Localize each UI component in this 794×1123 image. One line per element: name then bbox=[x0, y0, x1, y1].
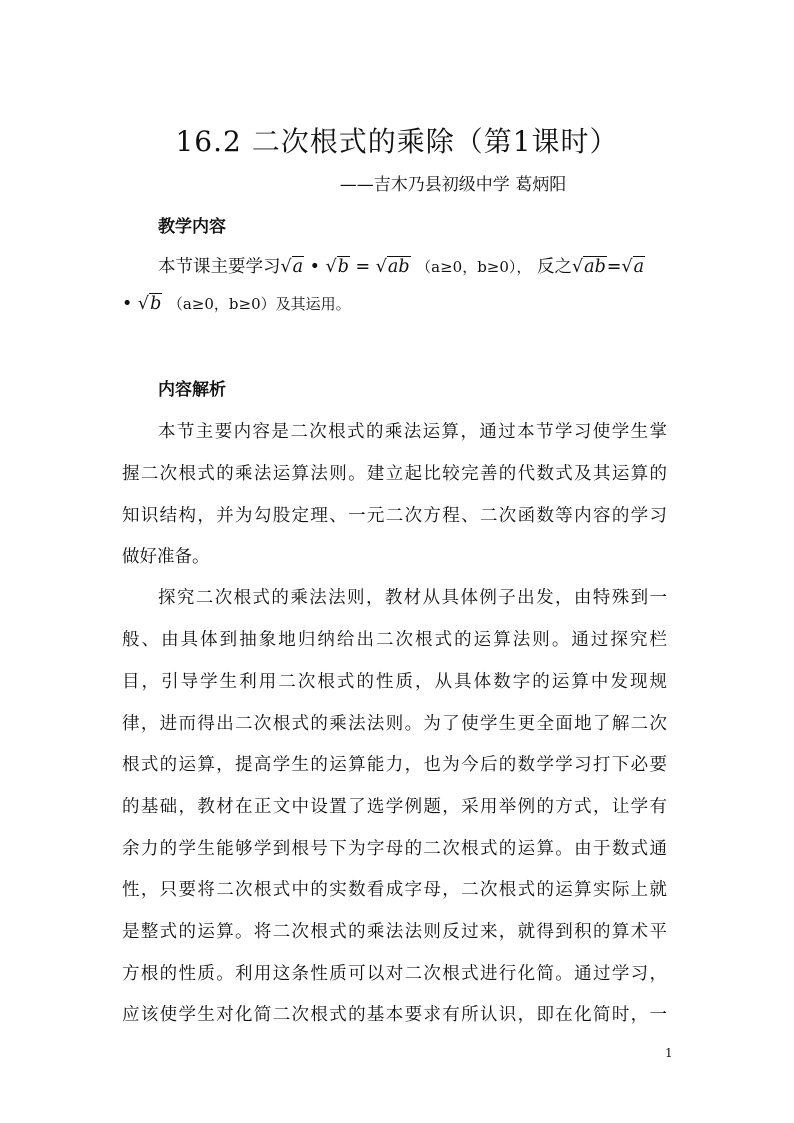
sqrt-b: √b bbox=[325, 257, 349, 277]
section-heading-content: 教学内容 bbox=[158, 217, 226, 237]
dot-operator: • bbox=[309, 257, 320, 277]
paragraph-line: 般、由具体到抽象地归纳给出二次根式的运算法则。通过探究栏 bbox=[122, 630, 667, 650]
paragraph-line: 律，进而得出二次根式的乘法法则。为了使学生更全面地了解二次 bbox=[122, 714, 667, 734]
paragraph-line: 本节主要内容是二次根式的乘法运算，通过本节学习使学生掌 bbox=[158, 422, 667, 442]
equals-sign-2: = bbox=[606, 257, 622, 277]
paragraph-line: 余力的学生能够学到根号下为字母的二次根式的运算。由于数式通 bbox=[122, 839, 667, 859]
formula-line-2 bbox=[122, 293, 667, 314]
author-line bbox=[0, 170, 794, 195]
sqrt-b-2: √b bbox=[137, 294, 162, 314]
paragraph-line: 的基础，教材在正文中设置了选学例题，采用举例的方式，让学有 bbox=[122, 797, 667, 817]
paragraph-line: 性，只要将二次根式中的实数看成字母，二次根式的运算实际上就 bbox=[122, 880, 667, 900]
equals-sign: = bbox=[355, 257, 371, 277]
sqrt-a: √a bbox=[280, 257, 304, 277]
paragraph-line: 探究二次根式的乘法法则，教材从具体例子出发，由特殊到一 bbox=[158, 588, 667, 608]
page-title: 16.2 二次根式的乘除（第1课时） bbox=[175, 125, 619, 158]
paragraph-line: 做好准备。 bbox=[122, 547, 210, 567]
reverse-text: 反之 bbox=[537, 257, 572, 277]
paragraph-line: 握二次根式的乘法运算法则。建立起比较完善的代数式及其运算的 bbox=[122, 464, 667, 484]
author-text: ——吉木乃县初级中学 葛炳阳 bbox=[339, 175, 567, 195]
paragraph-line: 知识结构，并为勾股定理、一元二次方程、二次函数等内容的学习 bbox=[122, 506, 667, 526]
section-heading-analysis: 内容解析 bbox=[158, 380, 226, 400]
sqrt-a-2: √a bbox=[621, 257, 645, 277]
intro-text: 本节课主要学习 bbox=[158, 257, 281, 277]
paragraph-line: 方根的性质。利用这条性质可以对二次根式进行化简。通过学习， bbox=[122, 964, 667, 984]
page-number: 1 bbox=[665, 1046, 673, 1060]
paragraph-line: 应该使学生对化简二次根式的基本要求有所认识，即在化简时，一 bbox=[122, 1005, 667, 1025]
sqrt-ab: √ab bbox=[375, 257, 410, 277]
condition-text: （a≥0，b≥0）， bbox=[416, 258, 532, 276]
paragraph-line: 是整式的运算。将二次根式的乘法法则反过来，就得到积的算术平 bbox=[122, 922, 667, 942]
paragraph-line: 根式的运算，提高学生的运算能力，也为今后的数学学习打下必要 bbox=[122, 755, 667, 775]
formula-line-1 bbox=[158, 253, 667, 278]
dot-operator-2: • bbox=[122, 294, 133, 314]
condition-text-2: （a≥0，b≥0）及其运用。 bbox=[167, 295, 351, 313]
paragraph-line: 目，引导学生利用二次根式的性质，从具体数字的运算中发现规 bbox=[122, 672, 667, 692]
sqrt-ab-2: √ab bbox=[572, 257, 606, 277]
